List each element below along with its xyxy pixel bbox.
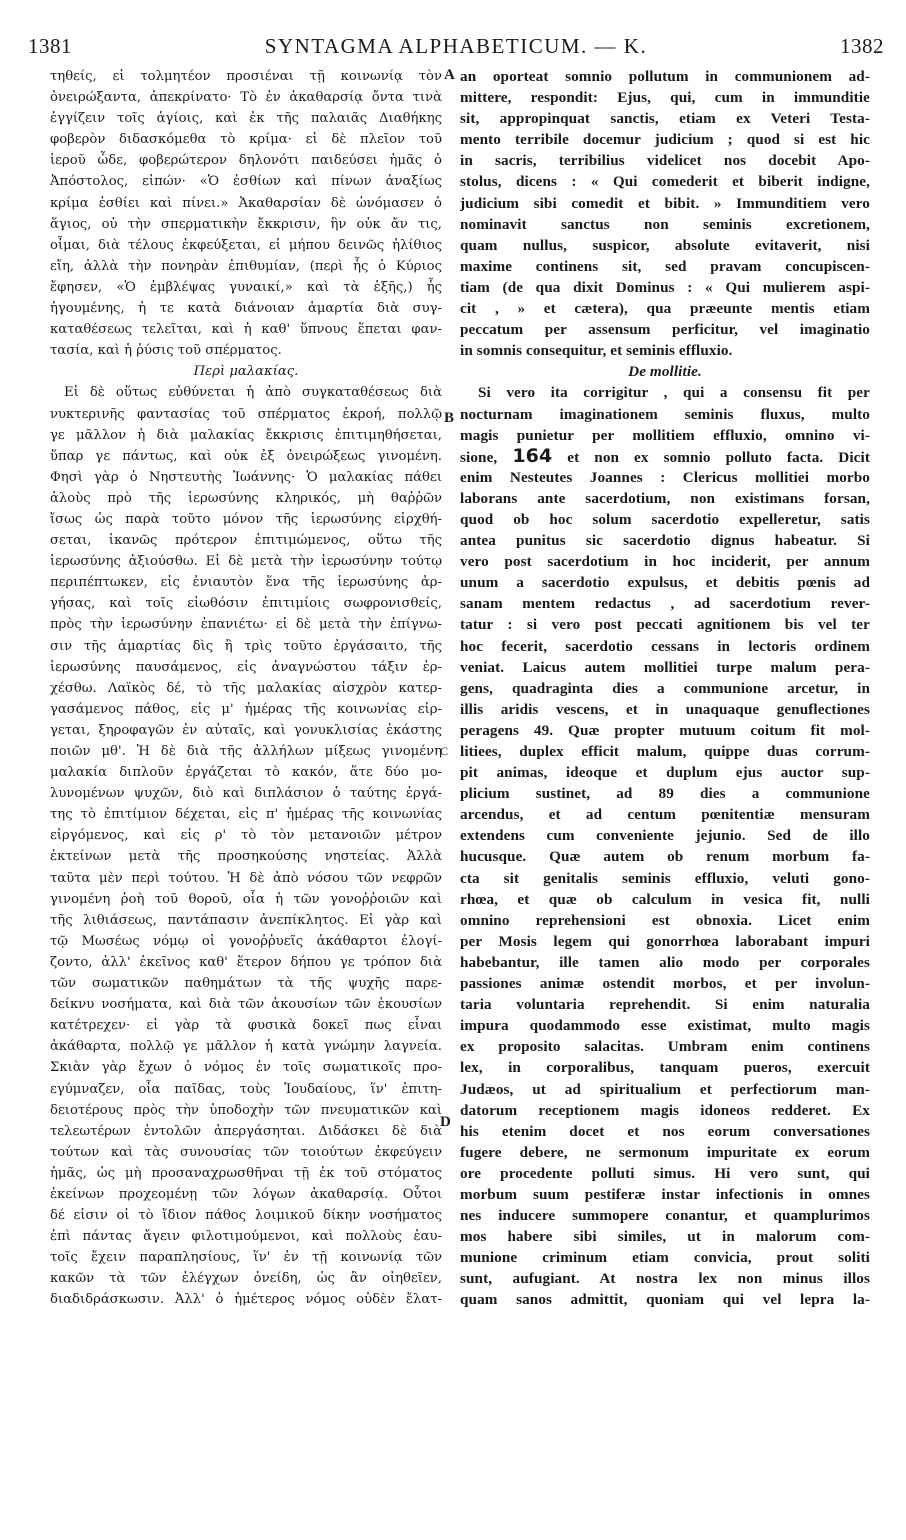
greek-text-line: ἡγουμένης, ἡ τε κατὰ διάνοιαν ἁμαρτία διὰ συγ- bbox=[50, 301, 442, 317]
greek-text-line: μαλακία διπλοῦν ἐργάζεται τὸ κακόν, ἅτε δύο μο- bbox=[50, 765, 442, 781]
latin-section-heading: De mollitie. bbox=[628, 363, 702, 381]
greek-text-line: ἐκείνων προχεομένῃ τῶν λόγων ἀκαθαρσίᾳ. Οὗτοι bbox=[50, 1186, 442, 1202]
latin-text-line: mento terribile docemur judicium ; quod si est hic bbox=[460, 131, 870, 149]
latin-text-line: arcendus, et ad centum pœnitentiæ mensuram bbox=[460, 806, 870, 824]
greek-text-line: χέσθω. Λαϊκὸς δέ, τὸ τῆς μαλακίας αἰσχρὸν κατερ- bbox=[50, 680, 442, 696]
latin-text-line: Judæos, ut ad spiritualium et perfectiorum man- bbox=[460, 1080, 870, 1098]
latin-text-line: ore procedente polluti simus. Hi vero sunt, qui bbox=[460, 1164, 870, 1182]
latin-text-fragment: sione, bbox=[460, 448, 498, 466]
latin-text-line: an oporteat somnio pollutum in communionem ad- bbox=[460, 68, 870, 85]
latin-text-line: vero post sacerdotium in hoc inciderit, per annum bbox=[460, 553, 870, 571]
greek-text-line: τηθείς, εἰ τολμητέον προσιέναι τῇ κοινωνίᾳ τὸν bbox=[50, 69, 442, 84]
greek-text-line: εγύμναζεν, οἷα παῖδας, τοὺς Ἰουδαίους, ἵν' ἐπιτη- bbox=[50, 1081, 442, 1097]
latin-text-line: cit , » et cætera), qua præeunte mentis etiam bbox=[460, 300, 870, 318]
greek-text-line: καταθέσεως τελεῖται, καὶ ἡ καθ' ὕπνους ἕπεται φαν- bbox=[50, 322, 442, 338]
latin-text-line: lex, in corporalibus, tanquam pueros, exercuit bbox=[460, 1059, 870, 1077]
greek-text-line: γινομένη ῥοὴ τοῦ θοροῦ, οἷα ἡ τῶν γονοῤῥοιῶν καὶ bbox=[50, 891, 442, 907]
latin-text-line: maxime continens sit, sed pravam concupiscen- bbox=[460, 257, 870, 275]
greek-text-line: ἐκτείνων μετὰ τῆς προσηκούσης νηστείας. Ἀλλὰ bbox=[50, 849, 442, 865]
latin-text-line: sunt, aufugiant. At nostra lex non minus illos bbox=[460, 1270, 870, 1288]
greek-text-line: ἔφησεν, «Ὁ ἐμβλέψας γυναικί,» καὶ τὰ ἑξῆς,) ἧς bbox=[50, 279, 442, 295]
right-page-number: 1382 bbox=[840, 34, 884, 58]
latin-text-line: magis punietur per mollitiem effluxio, omnino vi- bbox=[460, 426, 870, 444]
latin-text-line: tiam (de qua dixit Dominus : « Qui mulierem aspi- bbox=[460, 278, 870, 296]
latin-text-line: in somnis consequitur, et seminis effluxio. bbox=[460, 342, 733, 360]
latin-text-line: hoc fecerit, sacerdotio cessans in lectoris ordinem bbox=[460, 637, 870, 655]
latin-text-line: cta sit genitalis seminis effluxio, veluti gono- bbox=[460, 869, 870, 887]
greek-text-line: σιν τῆς ἁμαρτίας δὶς ἢ τρὶς τοῦτο ἐργάσαιτο, τῆς bbox=[50, 638, 442, 654]
greek-text-line: ζοντο, ἀλλ' ἐκεῖνος καθ' ἕτερον δήπου γε τρόπον διὰ bbox=[50, 954, 442, 970]
latin-text-line: Si vero ita corrigitur , qui a consensu fit per bbox=[478, 384, 870, 402]
greek-text-line: γήσας, καὶ τοῖς εἰωθόσιν ἐπιτιμίοις σωφρονισθείς, bbox=[50, 596, 442, 612]
greek-text-line: φοβερὸν διδασκόμεθα τὸ κρίμα· εἰ δὲ πλεῖον τοῦ bbox=[50, 132, 442, 148]
latin-text-line: quod ob hoc solum sacerdotio expelleretur, satis bbox=[460, 510, 870, 528]
greek-text-line: κακῶν τὰ τῶν ἐλέγχων ὀνείδη, ὡς ἂν οἰηθεῖεν, bbox=[50, 1271, 442, 1287]
latin-text-line: hucusque. Quæ autem ob renum morbum fa- bbox=[460, 848, 870, 866]
section-marker-d: D bbox=[440, 1114, 451, 1130]
page-header bbox=[28, 34, 884, 64]
latin-text-line: illis aridis vescens, et in unaquaque genuflectiones bbox=[460, 700, 870, 718]
latin-text-line: sanam mentem redactus , ad sacerdotium rever- bbox=[460, 595, 870, 613]
latin-text-line: extendens cum conveniente jejunio. Sed de illo bbox=[460, 827, 870, 845]
greek-text-line: σεται, ἱκανῶς πρότερον ἐπιτιμώμενος, οὕτω τῆς bbox=[50, 533, 442, 549]
greek-text-line: ἱερωσύνης ἀξιούσθω. Εἰ δὲ μετὰ τὴν ἱερωσύνην τούτῳ bbox=[50, 554, 442, 570]
greek-text-line: τοῖς ἔχειν παραπλησίους, ἵν' ἐν τῇ κοινωνίᾳ τῶν bbox=[50, 1250, 442, 1266]
column-number: 164 bbox=[512, 445, 553, 467]
section-marker-b: B bbox=[444, 410, 455, 426]
latin-text-line: in sacris, terribilius videlicet nos docebit Apo- bbox=[460, 152, 870, 170]
latin-text-line: veniat. Laicus autem mollitiei turpe malum pera- bbox=[460, 658, 870, 676]
latin-text-line: mittere, respondit: Ejus, qui, cum in immunditie bbox=[460, 89, 870, 107]
latin-text-line: per Mosis legem qui gonorrhœa laborabant impuri bbox=[460, 932, 870, 950]
latin-text-line: nominavit sanctus non seminis excretionem, bbox=[460, 215, 870, 233]
latin-text-line: datorum receptionem magis idoneos redderet. Ex bbox=[460, 1101, 870, 1119]
greek-text-line: δέ εἰσιν οἱ τὸ ἴδιον πάθος λοιμικοῦ δίκην νοσήματος bbox=[50, 1208, 442, 1224]
section-marker-a: A bbox=[444, 67, 455, 83]
greek-text-line: κατέτρεχεν· εἰ γὰρ τὰ φυσικὰ δοκεῖ πως εἶναι bbox=[50, 1018, 442, 1034]
latin-text-line: nocturnam imaginationem seminis fluxus, multo bbox=[460, 405, 870, 423]
latin-text-line: his etenim docet et nos eorum conversationes bbox=[460, 1122, 870, 1140]
latin-text-line: fugere debere, ne sermonum impuritate ex eorum bbox=[460, 1143, 870, 1161]
greek-text-line: ποιῶν μθ'. Ἡ δὲ διὰ τῆς ἀλλήλων μίξεως γινομένη bbox=[50, 744, 442, 759]
greek-text-line: ὀνειρώξαντα, ἀπεκρίνατο· Τὸ ἐν ἀκαθαρσίᾳ ὄντα τινὰ bbox=[50, 90, 442, 106]
latin-text-line: ex proposito salacitas. Umbram enim continens bbox=[460, 1038, 870, 1056]
greek-text-line: Σκιὰν γὰρ ἔχων ὁ νόμος ἐν τοῖς σωματικοῖς προ- bbox=[50, 1060, 442, 1076]
latin-text-line: omnino reprehensioni est obnoxia. Licet enim bbox=[460, 911, 870, 929]
greek-text-line: ὕπαρ γε πάντως, καὶ οὐκ ἐξ ὀνειρώξεως γινομένη. bbox=[50, 448, 442, 464]
greek-text-line: εἰργόμενος, καὶ εἰς ρ' τὸ τὸν μετανοιῶν μέτρον bbox=[50, 828, 442, 844]
greek-text-line: Φησὶ γὰρ ὁ Νηστευτὴς Ἰωάννης· Ὁ μαλακίας πάθει bbox=[50, 469, 442, 485]
latin-text-line: sit, appropinquat sanctis, etiam ex Veteri Testa- bbox=[460, 110, 870, 128]
greek-text-line: λυνομένων ψυχῶν, διὸ καὶ διπλάσιον ὁ ταύτης ἐργά- bbox=[50, 786, 442, 802]
latin-text-line: quam nullus, suspicor, absolute evitaverit, nisi bbox=[460, 236, 870, 254]
latin-text-line bbox=[460, 446, 870, 467]
greek-text-line: ἴσως ὡς παρὰ τοῦτο μόνον τῆς ἱερωσύνης εἰρχθή- bbox=[50, 511, 442, 527]
greek-section-heading: Περὶ μαλακίας. bbox=[193, 364, 299, 380]
greek-text-line: ἀκάθαρτα, πολλῷ γε μᾶλλον ἡ κατὰ γνώμην λαγνεία. bbox=[50, 1039, 442, 1055]
greek-text-line: ἡμᾶς, ὡς μὴ προσαναχρωσθῆναι τῇ ἐκ τοῦ στόματος bbox=[50, 1165, 442, 1181]
latin-text-line: habebantur, ille tamen alio modo per corporales bbox=[460, 953, 870, 971]
greek-text-line: οἶμαι, διὰ τέλους ἐκφεύξεται, εἰ μήπου δεινῶς ἠλίθιος bbox=[50, 237, 442, 253]
latin-text-line: judicium sibi comedit et bibit. » Immunditiem vero bbox=[460, 194, 870, 212]
greek-text-line: πρὸς τὴν ἱερωσύνην ἐπανιέτω· εἰ δὲ μετὰ τὴν ἐπίγνω- bbox=[50, 617, 442, 633]
greek-text-line: εἴη, ἀλλὰ τὴν πονηρὰν ἐπιθυμίαν, (περὶ ἧς ὁ Κύριος bbox=[50, 258, 442, 274]
latin-text-line: gens, quadraginta dies a communione arcetur, in bbox=[460, 679, 870, 697]
greek-text-line: τῆς λιθιάσεως, παντάπασιν ἀνεπίκλητος. Εἰ γὰρ καὶ bbox=[50, 912, 442, 928]
latin-text-line: nes inducere summopere conantur, et quamplurimos bbox=[460, 1207, 870, 1225]
latin-text-line: impura quodammodo esse existimat, multo magis bbox=[460, 1017, 870, 1035]
left-page-number: 1381 bbox=[28, 34, 72, 58]
running-title: SYNTAGMA ALPHABETICUM. — K. bbox=[264, 34, 648, 58]
latin-text-line: passiones animæ ostendit morbos, et per involun- bbox=[460, 975, 870, 993]
greek-text-line: διαδιδράσκωσιν. Ἀλλ' ὁ ἡμέτερος νόμος οὐδὲν ἔλατ- bbox=[50, 1292, 442, 1308]
latin-text-line: unum a sacerdotio expulsus, et debitis pœnis ad bbox=[460, 574, 870, 592]
greek-text-line: Εἰ δὲ οὕτως εὐθύνεται ἡ ἀπὸ συγκαταθέσεως διὰ bbox=[64, 385, 442, 401]
latin-text-line: taria voluntaria reprehendit. Si enim naturalia bbox=[460, 996, 870, 1014]
greek-text-line: ἐγγίζειν τοῖς ἁγίοις, καὶ ἐκ τῆς παλαιᾶς Διαθήκης bbox=[50, 111, 442, 127]
greek-text-line: δείκνυ νοσήματα, καὶ διὰ τῶν ἀκουσίων τῶν ἑκουσίων bbox=[50, 997, 442, 1013]
greek-text-line: τελεωτέρων ἐντολῶν ἀπεργάσηται. Διδάσκει δὲ διὰ bbox=[50, 1123, 442, 1139]
latin-text-line: pit animas, ideoque et duplum ejus auctor sup- bbox=[460, 764, 870, 782]
greek-text-line: τῷ Μωσέως νόμῳ οἱ γονοῤῥυεῖς ἀκάθαρτοι ἐλογί- bbox=[50, 933, 442, 949]
latin-text-line: morbum suum pestiferæ instar infectionis in omnes bbox=[460, 1185, 870, 1203]
latin-text-line: stolus, dicens : « Qui comederit et biberit indigne, bbox=[460, 173, 870, 191]
greek-text-line: γεται, ξηροφαγῶν ἐν αὐταῖς, καὶ γονυκλισίας ἑκάστης bbox=[50, 722, 442, 738]
latin-text-line: quam sanos admittit, quoniam qui vel lepra la- bbox=[460, 1291, 870, 1309]
greek-text-line: ταῦτα μὲν περὶ τούτου. Ἡ δὲ ἀπὸ νόσου τῶν νεφρῶν bbox=[50, 870, 442, 886]
latin-text-line: rhœa, et quæ ob calculum in vesica fit, nulli bbox=[460, 890, 870, 908]
greek-text-line: κρίμα ἐσθίει καὶ πίνει.» Ἀκαθαρσίαν δὲ ὠνόμασεν ὁ bbox=[50, 195, 442, 211]
latin-text-column bbox=[460, 66, 870, 1311]
latin-text-line: tatur : si vero post peccati agnitionem bis vel ter bbox=[460, 616, 870, 634]
latin-text-line: peccatum per assensum perficitur, vel imaginatio bbox=[460, 321, 870, 339]
greek-text-line: ἅγιος, οὐ τὴν σπερματικὴν ἔκκρισιν, ἣν οὐκ ἄν τις, bbox=[50, 216, 442, 232]
greek-text-line: ἁλοὺς πρὸ τῆς ἱερωσύνης κληρικός, μὴ θαῤῥῶν bbox=[50, 490, 442, 506]
latin-text-line: mos habere sibi similes, ut in malorum com- bbox=[460, 1228, 870, 1246]
greek-text-line: τῶν σωματικῶν παθημάτων τὰ τῆς ψυχῆς παρε- bbox=[50, 976, 442, 992]
latin-text-line: peragens 49. Quæ propter mutuum coitum fit mol- bbox=[460, 721, 870, 739]
latin-text-line: enim Nesteutes Joannes : Clericus mollitiei morbo bbox=[460, 468, 870, 486]
greek-text-line: γασάμενος πάθος, εἰς μ' ἡμέρας τῆς κοινωνίας εἰρ- bbox=[50, 701, 442, 717]
latin-text-line: litiees, duplex efficit malum, quippe duas corrum- bbox=[460, 743, 870, 760]
greek-text-line: γε μᾶλλον ἡ διὰ μαλακίας ἔκκρισις ἐπιτιμηθήσεται, bbox=[50, 427, 442, 443]
greek-text-line: της τὸ ἐπιτίμιον δέχεται, εἰς π' ἡμέρας τῆς κοινωνίας bbox=[50, 807, 442, 823]
latin-text-line: antea punitus sic sacerdotio dignus habeatur. Si bbox=[460, 532, 870, 550]
greek-text-line: ἱεροῦ ὧδε, φοβερώτερον δηλονότι παιδεύσει ἡμᾶς ὁ bbox=[50, 153, 442, 169]
greek-text-line: τούτων καὶ τὰς συνουσίας τῶν τοιούτων ἐκφεύγειν bbox=[50, 1144, 442, 1160]
greek-text-line: δειοτέρους πρὸς τὴν ὑποδοχὴν τῶν πνευματικῶν καὶ bbox=[50, 1102, 442, 1118]
greek-text-line: Ἀπόστολος, εἰπών· «Ὁ ἐσθίων καὶ πίνων ἀναξίως bbox=[50, 174, 442, 190]
latin-text-line: plicium sustinet, ad 89 dies a communione bbox=[460, 785, 870, 803]
greek-text-line: τασία, καὶ ἡ ῥύσις τοῦ σπέρματος. bbox=[50, 343, 282, 359]
latin-text-line: munione criminum etiam convicia, prout soliti bbox=[460, 1249, 870, 1267]
greek-text-line: νυκτερινῆς φαντασίας τοῦ σπέρματος ἐκροή, πολλῷ bbox=[50, 406, 442, 422]
greek-text-line: περιπέπτωκεν, εἰς ἐνιαυτὸν ἕνα τῆς ἱερωσύνης ἀρ- bbox=[50, 575, 442, 591]
greek-text-line: ἐπὶ πάντας ἄγειν φιλοτιμούμενοι, καὶ πολλοὺς ἑαυ- bbox=[50, 1229, 442, 1245]
latin-text-fragment: et non ex somnio polluto facta. Dicit bbox=[567, 448, 870, 466]
greek-text-column bbox=[50, 66, 442, 1311]
greek-text-line: ἱερωσύνης παυσάμενος, εἰς ἀναγνώστου τάξιν ἐρ- bbox=[50, 659, 442, 675]
latin-text-line: laborans ante sacerdotium, non existimans forsan, bbox=[460, 489, 870, 507]
section-marker-c: C bbox=[440, 744, 449, 758]
